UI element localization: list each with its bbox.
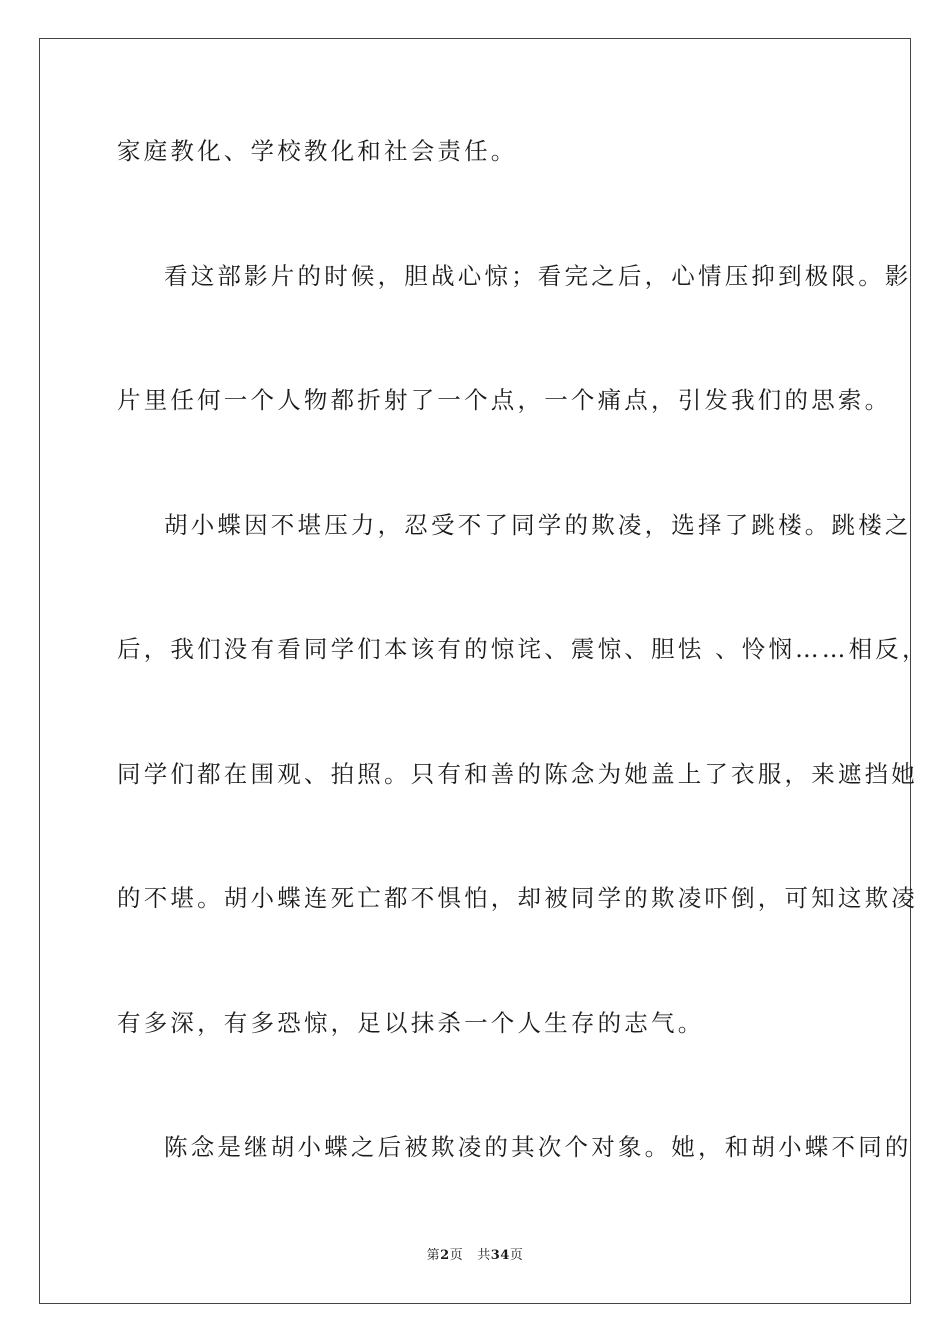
page-number: 2 <box>440 1248 450 1263</box>
page-border <box>39 38 929 1304</box>
paragraph-first-line: 胡小蝶因不堪压力，忍受不了同学的欺凌，选择了跳楼。跳楼之 <box>164 511 912 539</box>
text-line: 同学们都在围观、拍照。只有和善的陈念为她盖上了衣服，来遮挡她 <box>117 760 918 788</box>
text-line: 家庭教化、学校教化和社会责任。 <box>117 137 518 165</box>
paragraph-first-line: 陈念是继胡小蝶之后被欺凌的其次个对象。她，和胡小蝶不同的 <box>164 1133 912 1161</box>
text-line: 后，我们没有看同学们本该有的惊诧、震惊、胆怯 、怜悯……相反， <box>117 635 929 663</box>
total-pages: 34 <box>490 1248 510 1263</box>
page-footer <box>0 1247 950 1265</box>
text-line: 的不堪。胡小蝶连死亡都不惧怕，却被同学的欺凌吓倒，可知这欺凌 <box>117 884 918 912</box>
page-prefix: 第 <box>426 1248 441 1263</box>
total-prefix: 共 <box>477 1248 491 1263</box>
total-suffix: 页 <box>509 1248 524 1263</box>
page-suffix: 页 <box>449 1248 464 1263</box>
text-line: 片里任何一个人物都折射了一个点，一个痛点，引发我们的思索。 <box>117 386 892 414</box>
text-line: 有多深，有多恐惊，足以抹杀一个人生存的志气。 <box>117 1009 705 1037</box>
paragraph-first-line: 看这部影片的时候，胆战心惊；看完之后，心情压抑到极限。影 <box>164 262 912 290</box>
